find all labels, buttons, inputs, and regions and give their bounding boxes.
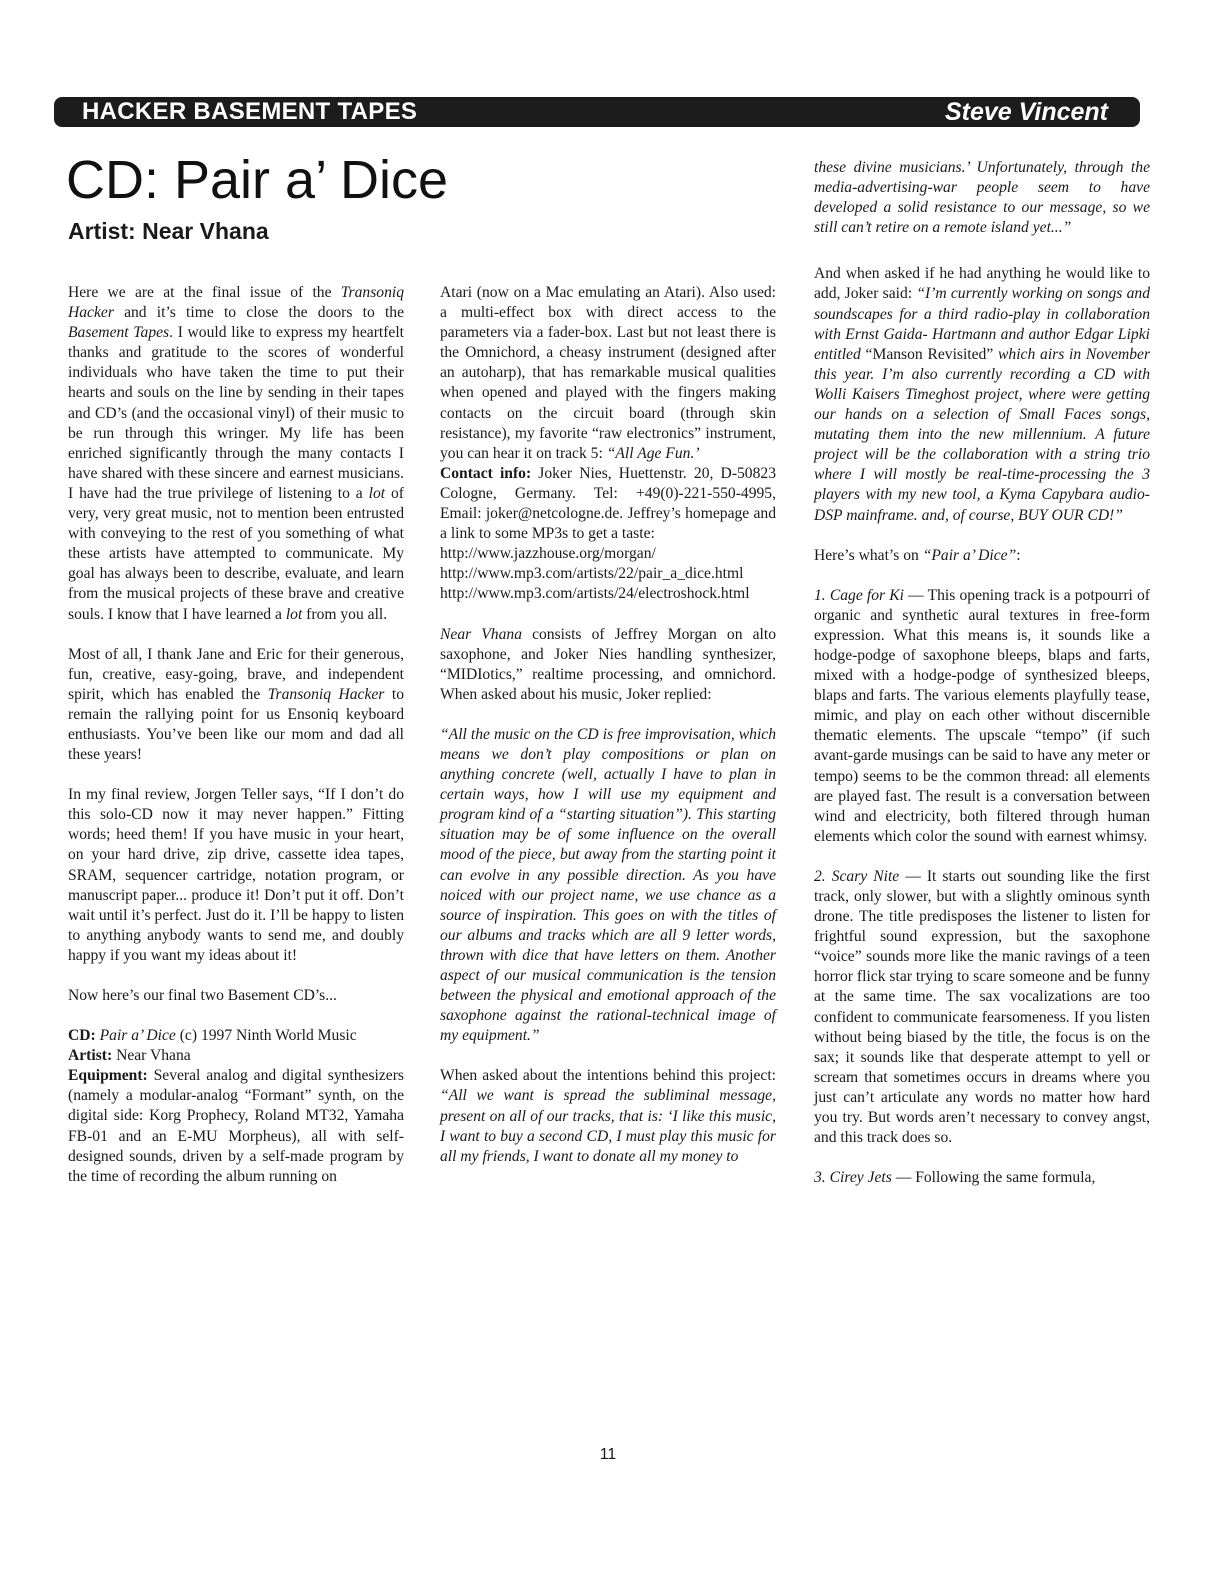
equipment-info: Equipment: Several analog and digital synthesizers (namely a modular-analog “Formant” synth, on the digital side: Korg Prophecy, Roland MT32, Yamaha FB-01 and an E-MU Morpheus), all with self-designed sounds, driven by a self-made program by the time of recording the album running on	[68, 1067, 404, 1185]
track-2-review: 2. Scary Nite — It starts out sounding like the first track, only slower, but with a slightly ominous synth drone. The title predisposes the listener to listen for frightful sound expression, but the saxophone “voice” sounds more like the manic ravings of a teen horror flick star trying to scare someone and be funny at the same time. The sax vocalizations are too confident to communicate fearsomeness. If you listen without being biased by the title, the focus is on the sax; it sounds like that desperate attempt to yell or scream that sometimes occurs in dreams where you just can’t articulate any words no matter how hard you try. But words aren’t necessary to convey angst, and this track does so.	[814, 867, 1151, 1147]
quote-continued: these divine musicians.’ Unfortunately, through the media-advertising-war people seem to have developed a solid resistance to our message, so we still can’t retire on a remote island yet...”	[814, 159, 1150, 237]
tracklist-intro: Here’s what’s on “Pair a’ Dice”:	[814, 546, 1021, 564]
intentions-paragraph: When asked about the intentions behind this project: “All we want is spread the subliminal message, present on all of our tracks, that is: ‘I like this music, I want to buy a second CD, I must play this music for all my friends, I want to donate all my money to	[440, 1067, 776, 1165]
final-review-paragraph: In my final review, Jorgen Teller says, “If I don’t do this solo-CD now it may never happen.” Fitting words; heed them! If you have music in your heart, on your hard drive, zip drive, cassette idea tapes, SRAM, sequencer cartridge, notation program, or manuscript paper... produce it! Don’t put it off. Don’t wait until it’s perfect. Just do it. I’ll be happy to listen to anything anybody wants to send me, and doubly happy if you want my ideas about it!	[68, 786, 404, 964]
cd-info-line: CD: Pair a’ Dice (c) 1997 Ninth World Music	[68, 1027, 357, 1045]
equipment-continued: Atari (now on a Mac emulating an Atari). Also used: a multi-effect box with direct access to the parameters via a fader-box. Last but not least there is the Omnichord, a cheasy instrument (designed after an autoharp), that has remarkable musical qualities when opened and played with the fingers making contacts on the circuit board (through skin resistance), my favorite “raw electronics” instrument, you can hear it on track 5: “All Age Fun.’	[440, 284, 776, 462]
intro-paragraph: Here we are at the final issue of the Transoniq Hacker and it’s time to close the doors to the Basement Tapes. I would like to express my heartfelt thanks and gratitude to the scores of wonderful individuals who have taken the time to put their hearts and souls on the line by sending in their tapes and CD’s (and the occasional vinyl) of their music to be run through this wringer. My life has been enriched significantly through the many contacts I have shared with these sincere and earnest musicians. I have had the true privilege of listening to a lot of very, very great music, not to mention been entrusted with conveying to the rest of you something of what these artists have attempted to communicate. My goal has always been to describe, evaluate, and learn from the musical projects of these brave and creative souls. I know that I have learned a lot from you all.	[68, 284, 404, 623]
thanks-paragraph: Most of all, I thank Jane and Eric for their generous, fun, creative, easy-going, brave, and independent spirit, which has enabled the Transoniq Hacker to remain the rallying point for us Ensoniq keyboard enthusiasts. You’ve been like our mom and dad all these years!	[68, 645, 404, 764]
column-3	[814, 158, 1150, 1208]
article-title: CD: Pair a’ Dice	[66, 150, 449, 210]
page-number: 11	[599, 1446, 617, 1463]
track-3-review: 3. Cirey Jets — Following the same formula,	[814, 1169, 1096, 1187]
quote-paragraph: “All the music on the CD is free improvisation, which means we don’t play compositions or plan on anything concrete (well, actually I have to plan in certain ways, how I will use my equipment and program kind of a “starting situation”). This starting situation may be of some influence on the overall mood of the piece, but away from the starting point it can evolve in any possible direction. As you have noiced with our project name, we use chance as a source of inspiration. This goes on with the titles of our albums and tracks which are all 9 letter words, thrown with dice that have letters on them. Another aspect of our musical communication is the tension between the physical and emotional approach of the saxophone against the rational-technical image of my equipment.”	[440, 725, 776, 1045]
section-header-bar	[54, 97, 1140, 127]
column-1	[68, 283, 404, 1187]
url-link-2: http://www.mp3.com/artists/22/pair_a_dice.html	[440, 565, 744, 583]
author-name: Steve Vincent	[944, 98, 1108, 126]
column-2	[440, 283, 776, 1187]
url-link-1: http://www.jazzhouse.org/morgan/	[440, 545, 656, 563]
section-title: HACKER BASEMENT TAPES	[82, 98, 418, 125]
track-1-review: 1. Cage for Ki — This opening track is a potpourri of organic and synthetic aural textures in free-form expression. What this means is, it sounds like a hodge-podge of saxophone bleeps, blaps and farts, mixed with a hodge-podge of synthesized bleeps, blaps and farts. The various elements playfully tease, mimic, and play on each other without discernible thematic elements. The upscale “tempo” (if such avant-garde musings can be said to have any meter or tempo) seems to be the common thread: all elements are played fast. The result is a conversation between wind and electricity, both filtered through human elements which color the sound with earnest whimsy.	[814, 586, 1150, 845]
band-paragraph: Near Vhana consists of Jeffrey Morgan on alto saxophone, and Joker Nies handling synthesizer, “MIDIotics,” realtime processing, and omnichord. When asked about his music, Joker replied:	[440, 625, 776, 703]
final-cds-paragraph: Now here’s our final two Basement CD’s...	[68, 987, 337, 1004]
article-artist: Artist: Near Vhana	[68, 218, 269, 244]
contact-info: Contact info: Joker Nies, Huettenstr. 20, D-50823 Cologne, Germany. Tel: +49(0)-221-550-4995, Email: joker@netcologne.de. Jeffrey’s homepage and a link to some MP3s to get a taste:	[440, 464, 776, 543]
url-link-3: http://www.mp3.com/artists/24/electroshock.html	[440, 585, 750, 603]
joker-add-paragraph: And when asked if he had anything he would like to add, Joker said: “I’m currently working on songs and soundscapes for a third radio-play in collaboration with Ernst Gaida- Hartmann and author Edgar Lipki entitled “Manson Revisited” which airs in November this year. I’m also currently recording a CD with Wolli Kaisers Timeghost project, where were getting our hands on a selection of Small Faces songs, mutating them into the new millennium. A future project will be the collaboration with a string trio where I will mostly be real-time-processing the 3 players with my new tool, a Kyma Capybara audio-DSP mainframe. and, of course, BUY OUR CD!”	[814, 265, 1151, 524]
artist-info-line: Artist: Near Vhana	[68, 1047, 191, 1065]
